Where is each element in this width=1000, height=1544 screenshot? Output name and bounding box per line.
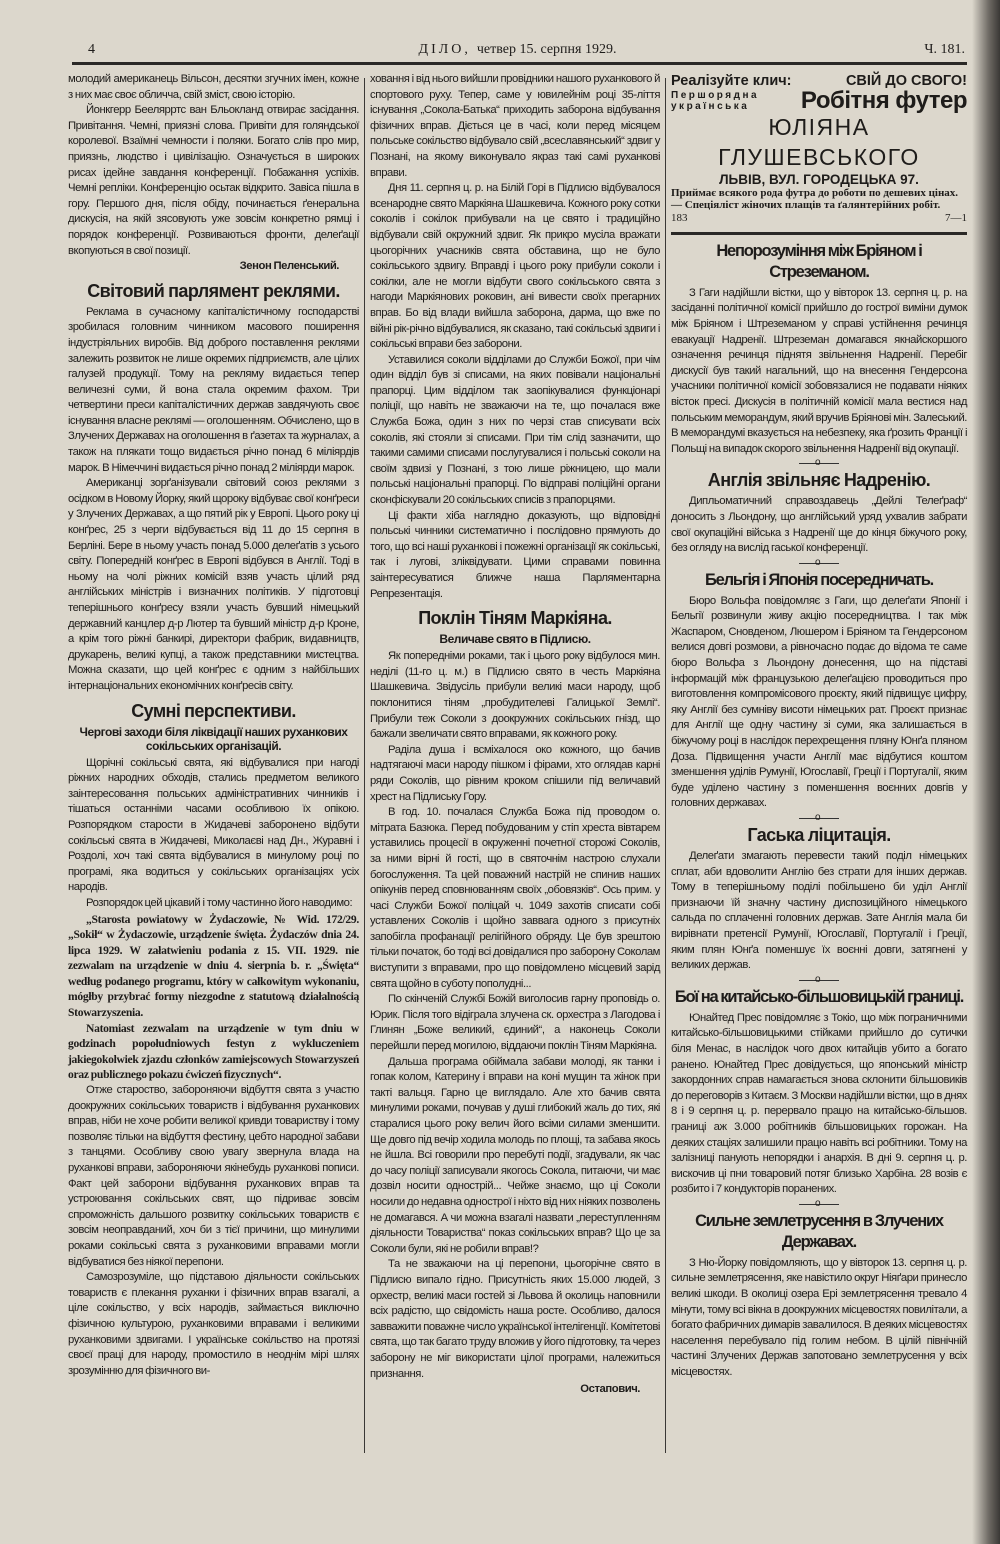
paragraph: Уставилися соколи відділами до Служби Божої, при чім один відділ був зі списами, на яких повівали національні прапорці. Цим відділом так заопікувалися функціонарі поліції, що навіть не зважаючи на те, що почалася вже Служба Божа, один з них по черзі став списувати всіх соколів, які стояли зі списами. При тім слід зазначити, що такими самими списами послугувалися і польські соколи на своїм здвизі у Познані, з тою лише ріжницею, що мали польські національні прапорці. По відправі поліційні органи сконфіскували 20 сокільських списів з прапорцями. [370,353,660,507]
paragraph: Як попередніми роками, так і цього року відбулося мин. неділі (11-го ц. м.) в Підлисю свято в честь Маркіяна Шашкевича. Звідусіль прибули великі маси народу, щоб поклонитися тіням „пробудителеві Галицької Землі“. Прибули теж Соколи з доокружних сокільських гнізд, що бажали звеличати свято вправами, як кожного року. [370,650,660,741]
article-title: Сильне землетрусення в Злучених Державах. [695,1211,943,1251]
ad-workshop: Робітня футер [800,86,967,114]
article-subtitle: Чергові заходи біля ліквідації наших руханкових сокільських організацій. [79,724,348,753]
article-title: Непорозуміння між Бріяном і Стреземаном. [716,241,922,281]
paragraph: Бюро Вольфа повідомляє з Гаги, що делеґати Японії і Бельгії розвинули живу акцію посередництва. І так між Жаспаром, Сновденом, Люшером і Бріяном та Гендерсоном велися довгі розмови, а рівночасно подає до відома те саме бюро Вольфа з Льондону донесення, що на підставі інформацій між французькою делеґацією проводиться про виготовлення компромісового проєкту, який підвищує цифру, яку Англії без сумніву висоти німецьких рат. Проєкт признає для Англії ще одну частину зі суми, яка залишається в біжучому році в наслідок перехрещення пляну Юнґа пляном Доза. Підвищення участи Англії має відбутися коштом зменшення уділів Румунії, Югославії, Греції і Португалії, яким буде уділено частину з поменшення воєнних довгів у головних державах. [671,594,967,810]
paragraph: Реклама в сучасному капіталістичному господарстві зробилася головним чинником масового поширення індустріяльних виробів. Від доброго поставлення реклями залежить розвиток не лише окремих підприємств, але цілих галузей продукції. Тому на реклямy видається тепер величезні суми, й вона стала окремим фахом. Три четвертини преси капіталістичних держав завдячують своє існування власне реклямі — оголошенням. Обчислено, що в Злучених Державах на оголошення в ґазетах та журналах, а також на плякати тощо видається річно понад 6 міліярдів марок. В Німеччині видається річно понад 2 міліярди марок. [68,305,359,474]
article-title: Гаська ліцитація. [747,825,891,845]
ad-owner: ЮЛІЯНА ГЛУШЕВСЬКОГО [718,113,920,170]
paragraph: Дипльоматичний справоздавець „Дейлі Телеґраф“ доносить з Льондону, що англійський уряд ухвалив забрати свої окупаційні війська з Надренії ще до кінця біжучого року, без огляду на вислід гаської конференції. [671,495,967,555]
paragraph: Дня 11. серпня ц. р. на Білій Горі в Підлисю відбувалося всенародне свято Маркіяна Шашкевича. Кожного року сотки соколів і сокілок прибували на це свято і традиційно відбували свій окружний здвиг. Як прикро мусіла вражати цьогорічних учасників свята обставина, що не було сокільського здвигу. Вправді і цього року прибули соколи і сокілки, але не могли відбути свого сокільського свята з нагоди Маркіянових роковин, ані вивести своїх прегарних вправ. Бо від влади вийшла заборона, дарма, що вже по війні рік-річно відбувалися, як сказано, такі сокільські здвиги і сокільські вправи без заборони. [370,182,660,351]
paragraph: Делеґати змагають перевести такий поділ німецьких сплат, аби вдоволити Англію без страти для інших держав. Тому в теперішньому поділі побільшено би уділ Англії признаючи їй значну частину диспозиційного німецького сальда по сплаченні головних держав. Зате Англія мала би вирівнати претенсії Румунії, Югославії, Португалії і Греції, яким плян Юнґа поменшує їх воєнні довги, затягнені у великих держав. [671,850,967,972]
ad-code-left: 183 [671,212,688,225]
article-title: Сумні перспективи. [131,700,296,721]
article-author: Зенон Пеленський. [239,260,339,273]
paragraph: Ці факти хіба наглядно доказують, що відповідні польські чинники систематично і послідовно прямують до того, що всі наші руханкові і пожежні організації як сокільські, так і лугові, зліквідувати. Цими справами повинна заінтересуватися ближче наша Парляментарна Репрезентація. [370,509,660,600]
ad-code-right: 7—1 [945,212,967,225]
article-title: Поклін Тіням Маркіяна. [418,608,612,629]
article-title: Бельгія і Японія посередничать. [704,570,934,589]
ad-small-line: Першорядна [671,89,760,101]
ad-address: ЛЬВІВ, ВУЛ. ГОРОДЕЦЬКА 97. [719,171,919,187]
article-separator [799,980,839,981]
ad-codes [671,211,967,227]
page-number: 4 [88,42,95,57]
paragraph: Розпорядок цей цікавий і тому частинно його наводимо: [86,896,353,909]
quoted-order: Natomiast zezwalam na urządzenie w tym dniu w godzinach popołudniowych festyn z wykluczeniem jakiegokolwiek zjazdu członków zamiejscowych Stowarzyszeń oraz publicznego pokazu ćwiczeń fizycznych“. [68,1021,359,1082]
paragraph: По скінченій Службі Божій виголосив гарну проповідь о. Юрик. Після того відіграла злучена ск. орхестра з Лагодова і Глинян „Боже великий, єдиний“, а наконець Соколи перейшли перед могилою, віддаючи поклін Тіням Маркіяна. [370,993,660,1053]
ad-slogan-left: Реалізуйте клич: [671,73,792,89]
column-divider [364,78,365,1453]
column-1 [68,72,359,1379]
article-separator [799,818,839,819]
paragraph: Йонкгерр Беелярртс ван Бльокланд отвирає засідання. Привітання. Чемні, приязні слова. Привіти для голяндської королевої. Взаїмні чемности і поляки. Богато слів про мир, приязнь, людство і цивілізацію. Означується в широких рисах ідейне завдання конференції. Побажання успіхів. Чемні репліки. Конференцію осьтак відкрито. Завіса пішла в гору. Першого дня, після обіду, починається ґенеральна дискусія, на якій зясовують уже зовсім конкретно рямці і порядок конференції. Розвиваються фронти, делеґації вкопуються в свої позиції. [68,104,359,257]
issue-number: Ч. 181. [924,42,965,57]
article-separator [799,1204,839,1205]
issue-date: четвер 15. серпня 1929. [476,42,617,57]
article-subtitle: Величаве свято в Підлисю. [439,632,591,647]
article-separator [799,463,839,464]
paragraph: В год. 10. почалася Служба Божа під проводом о. мітрата Базюка. Перед побудованим у стіп хреста вівтарем уставились процесії в окруженні почетної сторожі Соколів, за ними вірні й гості, що в святочнім настрою слухали богослуження. Та цей поважний настрій не спинив наших опікунів перед сповнюванням своїх „обовязків“. Ось прим. у часі Служби Божої поліцай ч. 1049 захотів списати собі уставлених Соколів і щойно заввага одного з присутніх запобігла профанації релігійного обряду. Це був зрештою тільки початок, бо тоді всі довідалися про заборону Соколам виступити з вправами, про що повідомлено місцевий зарід свята щойно в суботу пополудні... [370,806,660,990]
column-3 [671,72,967,1381]
ad-slogan-right: СВІЙ ДО СВОГО! [845,73,967,89]
column-2 [370,72,660,1398]
article-title: Бої на китайсько-більшовицькій границі. [674,987,964,1006]
masthead: ДІЛО, [418,42,471,57]
quoted-order: „Starosta powiatowy w Żydaczowie, № Wid. 172/29. „Sokił“ w Żydaczowie, urządzenie święta. Żydaczów dnia 24. lipca 1929. W załatwieniu podania z 15. VII. 1929. nie zezwalam na urządzenie w dniu 4. sierpnia b. r. „Święta“ według podanego programu, który w całkowitym wykonaniu, mógłby przybrać formy niezgodne z statutową działalnością Stowarzyszenia. [68,912,359,1020]
ad-small-text [671,90,759,112]
paragraph: Отже староство, забороняючи відбуття свята з участю доокружних сокільських товариств і відбування руханкових вправ, ніби не хоче робити великої кривди товариству і тому позволяє тільки на відбуття фестину, цебто народної забави з танцями. Особливу свою увагу звернула влада на руханкові вправи, забороняючи якінебудь руханкові пописи. Факт цей заборони відбування руханкових вправ та устроювання сокільських свят, що підриває зовсім спроможність дальшого розвитку сокільських товариств є зовсім неоправданий, хоч би з тієї причини, що минулими роками сокільські свята з руханковими вправами могли відбуватися без ніякої перепони. [68,1084,359,1268]
article-separator [799,563,839,564]
masthead-line [70,42,965,58]
paragraph: ховання і від нього вийшли провідники нашого руханкового й спортового руху. Тепер, саме у ювилейнім році 35-ліття існування „Сокола-Батька“ приходить заборона відбування фізичних вправ. Діється це в часі, коли перед місяцем польське сокільство відбувало свій „всеславянський“ здвиг у Познані, на якому виконувало якраз такі самі руханкові вправи. [370,73,660,179]
paragraph: З Гаги надійшли вістки, що у вівторок 13. серпня ц. р. на засіданні політичної комісії прийшло до гострої виміни думок між Бріяном і Штреземаном у справі устійнення речинця евакуації Надренії. Штреземан домагався якнайскоршого означення речинця піднятя звільнення Надренії. Перебіг дискусії був такий нагальний, що на внесення Гендерсона учасники політичної комісії зобовязалися не подавати ніяких вісток пресі. Дискусія в політичній комісії мала вестися над польським меморандум, який вручив Бріянові мін. Залеський. В меморандумі вказується на небезпеку, яка ґрозить Франції і Польщі на випадок скорого звільнення Надренії від окупації. [671,286,967,455]
paragraph: Щорічні сокільські свята, які відбувалися при нагоді ріжних народних обходів, стались предметом великого заінтересовання польських адміністративних чинників і тішаться останніми часами особливою їх опікою. Розпорядком старости в Жидачеві заборонено відбути сокільські свята в Жидачеві, Миколаєві над Дн., Журавні і Роздолі, хоч такі свята відбувалися в минулому році по програмі, яка водиться у сокільських організаціях усіх народів. [68,756,359,894]
page-header [70,40,965,62]
paragraph: Дальша програма обіймала забави молоді, як танки і гопак колом, Катерину і вправи на коні мущин та жінок при такті вальця. Гарно це виглядало. Але хто бачив свята минулими роками, почував у душі глибокий жаль до тих, які старалися цього року велич його всіми силами зменшити. Ще довго під вечір ходила молодь по площі, та забава якось не йшла. Всі говорили про перебуті події, згадували, як час до часу поліції записували якогось Сокола, питаючи, чи має дозвіл носити однострій... Чейже знаємо, що ці Соколи носили до недавна однострої і ніхто від них ніяких позволень не домагався. А чи можна взагалі назвати „переступленням діяльности Товариства“ показ сокільських вправ? Що це за Соколи були, які не робили вправ!? [370,1055,660,1255]
ad-workshop-line [671,86,967,114]
ad-description: Приймає всякого рода футра до роботи по дешевих цінах. — Спеціяліст жіночих плащів та ґалянтерійних робіт. [671,187,959,212]
paragraph: Американці зорґанізували світовий союз реклями з осідком в Новому Йорку, який щороку відбуває свої конґреси у Злучених Державах, а що пятий рік у Европі. Цього року ці конґрес, 25 з черги відбувається від 11 до 15 серпня в Берліні. Бере в ньому участь понад 5.000 делеґатів з усього світу. Попередній конґрес в Европі відбувся в Англії. Тоді в ньому на чолі ріжних комісій взяв участь цілий ряд англійських міністрів і визначних політиків. У підготовці теперішнього конґресу взяли участь бувший німецький державний канцлер д-р Лютер та бувший міністр д-р Кроне, а крім того ріжні банкирі, директори фабрик, видавництв, друкарень, великі купці, а також представники мистецтва. Можна сказати, що цей конґрес є одним з найбільших інтернаціональних економічних конґресів світу. [68,477,359,692]
paragraph: молодий американець Вільсон, десятки згучних імен, кожне з них має своє обличча, свій зміст, свою історію. [68,73,359,101]
article-title: Англія звільняє Надренію. [707,470,931,491]
paragraph: З Ню-Йорку повідомляють, що у вівторок 13. серпня ц. р. сильне землетрясення, яке навістило округ Ніяґари принесло великі шкоди. В околиці озера Ері землетрясення тревало 4 мінути, тому всі вікна в доокружних місцевостях повилітали, а богато фабричних димарів завалилося. В деяких місцевостях населення перебувало під голим небом. В цілій північній частині Злучених Держав запотовано землетрусення у всіх місцевостях. [671,1256,967,1379]
paragraph: Раділа душа і всміхалося око кожного, що бачив надтягаючі маси народу пішком і фірами, хто оглядав карні ряди Соколів, що рівним кроком спішили під величавий хрест на Підлиську Гору. [370,743,660,803]
column-divider [665,78,666,1453]
paragraph: Та не зважаючи на ці перепони, цьогорічне свято в Підлисю випало гідно. Присутність яких 15.000 людей, 3 орхестр, великі маси гостей зі Львова й околиць наповнили всіх радістю, що свідомість наша росте. Особливо, далося завважити поважне число української інтелігенції. Комітетові свята, що так багато труду вложив у його підготовку, та через заборону не міг використати цілої програми, належиться признання. [370,1258,660,1380]
fur-workshop-ad [671,72,967,235]
paragraph: Юнайтед Прес повідомляє з Токіо, що між пограничними китайсько-більшовицькими стійками прийшло до сутички біля Менас, в наслідок чого двох китайців убито а богато ранено. Юнайтед Прес довідується, що японський міністр закордонних справ намагається знова склонити більшовиків до переговорів з Китаєм. З Москви надійшли вістки, що в днях 8 і 9 серпня ц. р. перервало працю на китайсько-більшов. границі аж 3.000 робітників більшовицьких горожан. На деяких стаціях залишили працю навіть всі робітники. Тому на залізниці панують непорядки і анархія. В дні 9. серпня ц. р. вискочив ці пни товаровий потяг близько Харбіна. 28 возів є розбито і 7 кондукторів поранених. [671,1011,967,1196]
paragraph: Самозрозуміле, що підставою діяльности сокільських товариств є плекання руханки і фізичних вправ взагалі, а ціле сокільство, у всіх народів, займається виключно фізичною культурою, руханковими вправами і великими руханковими здвигами. І українське сокільство на протязі своєї праці для народу, промостило в неоднім мірі шлях зрозумінню для фізичного ви- [68,1271,359,1377]
article-title: Світовий парлямент реклями. [87,280,340,301]
ad-small-line: українська [671,100,750,112]
header-rule [72,62,967,65]
scan-edge-shadow [972,0,1000,1544]
article-author: Остапович. [580,1383,640,1396]
